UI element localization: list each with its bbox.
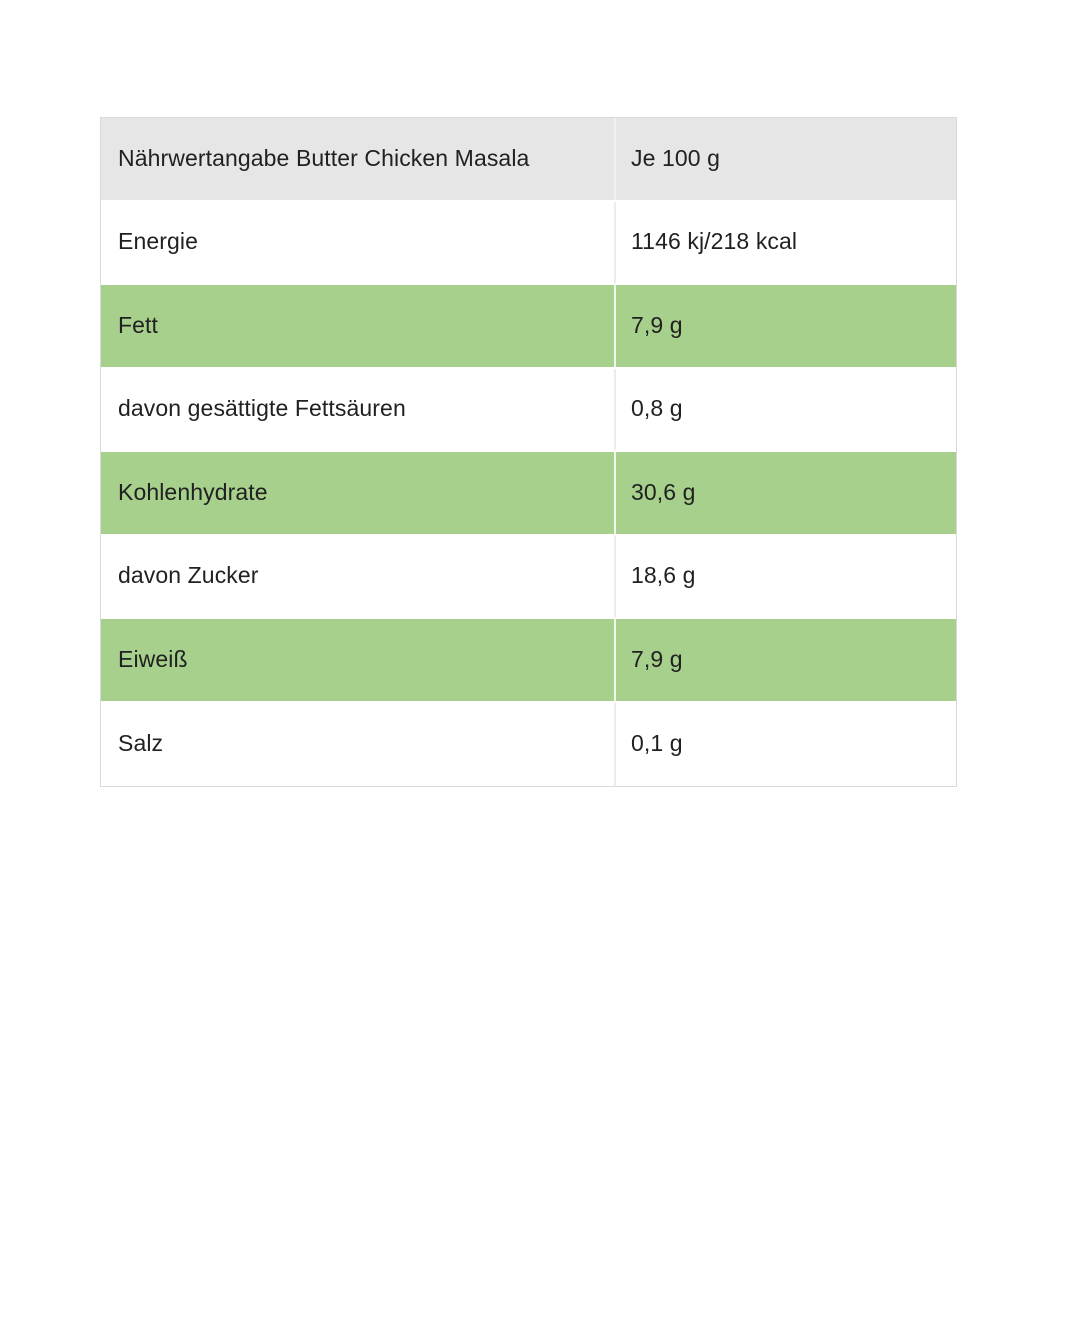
row-label: davon Zucker bbox=[118, 562, 259, 589]
row-value: 1146 kj/218 kcal bbox=[614, 202, 956, 284]
row-label: Kohlenhydrate bbox=[118, 478, 268, 505]
row-value: 0,1 g bbox=[614, 703, 956, 787]
table-row-fett bbox=[101, 285, 956, 369]
row-label: Salz bbox=[118, 730, 164, 757]
table-row-eiweiss bbox=[101, 619, 956, 703]
table-header-label: Nährwertangabe Butter Chicken Masala bbox=[118, 144, 530, 171]
table-row-gesaettigte-fettsaeuren bbox=[101, 369, 956, 453]
row-value: 7,9 g bbox=[614, 619, 956, 701]
nutrition-table bbox=[100, 117, 957, 787]
table-row-kohlenhydrate bbox=[101, 452, 956, 536]
row-label: davon gesättigte Fettsäuren bbox=[118, 395, 406, 422]
table-header-row bbox=[101, 118, 956, 202]
row-value: 18,6 g bbox=[614, 536, 956, 618]
row-label: Energie bbox=[118, 228, 198, 255]
row-label: Eiweiß bbox=[118, 645, 188, 672]
table-header-unit: Je 100 g bbox=[614, 118, 956, 200]
row-value: 30,6 g bbox=[614, 452, 956, 534]
row-value: 7,9 g bbox=[614, 285, 956, 367]
table-row-zucker bbox=[101, 536, 956, 620]
table-row-energie bbox=[101, 202, 956, 286]
table-row-salz bbox=[101, 703, 956, 787]
row-value: 0,8 g bbox=[614, 369, 956, 451]
row-label: Fett bbox=[118, 311, 159, 338]
